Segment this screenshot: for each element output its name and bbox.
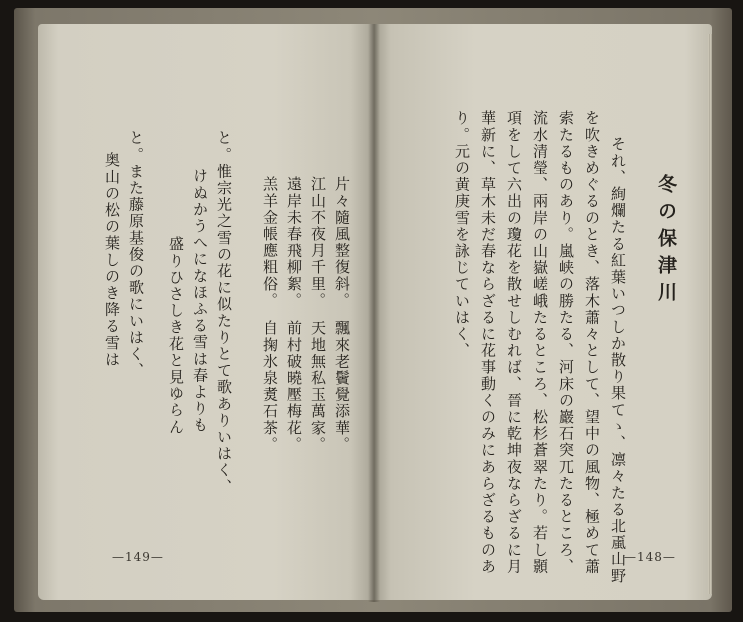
body-line-6: 華新に、草木未だ春ならざるに花事動くのみにあらざるものあ <box>479 110 497 575</box>
prose-line-8: と。また藤原基俊の歌にいはく、 <box>127 130 145 379</box>
body-line-4: 流水清瑩、兩岸の山嶽嵯峨たるところ、松杉蒼翠たり。若し顥 <box>531 110 549 575</box>
waka-line-2: 盛りひさしき花と見ゆらん <box>167 236 185 436</box>
body-line-7: り。元の黄庚雪を詠じていはく、 <box>453 110 471 359</box>
waka-line-1: けぬかうへになほふる雪は春よりも <box>191 168 209 434</box>
poem-line-2: 江山不夜月千里。 <box>309 176 327 309</box>
poem-line-2b: 天地無私玉萬家。 <box>309 320 327 453</box>
poem-line-1: 片々隨風整復斜。 <box>333 176 351 309</box>
left-page <box>38 24 374 600</box>
chapter-title: 冬の保津川 <box>655 174 677 309</box>
page-number-left: —149— <box>112 550 164 564</box>
open-book <box>34 24 716 602</box>
poem-line-4: 羔羊金帳應粗俗。 <box>261 176 279 309</box>
book-gutter <box>368 24 380 602</box>
poem-line-4b: 自掬氷泉煑石茶。 <box>261 320 279 453</box>
body-line-1: それ、絢爛たる紅葉いつしか散り果てゝ、凛々たる北颪山野 <box>609 136 627 585</box>
body-line-2: を吹きめぐるのとき、落木蕭々として、望中の風物、極めて蕭 <box>583 110 601 575</box>
body-line-3: 索たるものあり。嵐峡の勝たる、河床の巖石突兀たるところ、 <box>557 110 575 575</box>
poem-line-3: 遠岸未春飛柳絮。 <box>285 176 303 309</box>
poem-line-1b: 飄來老鬢覺添華。 <box>333 320 351 453</box>
right-page <box>374 24 712 600</box>
waka-line-3: 奥山の松の葉しのき降る雪は <box>103 152 121 368</box>
page-number-right: —148— <box>624 550 676 564</box>
body-line-5: 項をして六出の瓊花を散せしむれば、晉に乾坤夜ならざるに月 <box>505 110 523 575</box>
page-edges <box>708 34 712 594</box>
prose-line-5: と。惟宗光之雪の花に似たりとて歌ありいはく、 <box>215 130 233 496</box>
poem-line-3b: 前村破曉壓梅花。 <box>285 320 303 453</box>
